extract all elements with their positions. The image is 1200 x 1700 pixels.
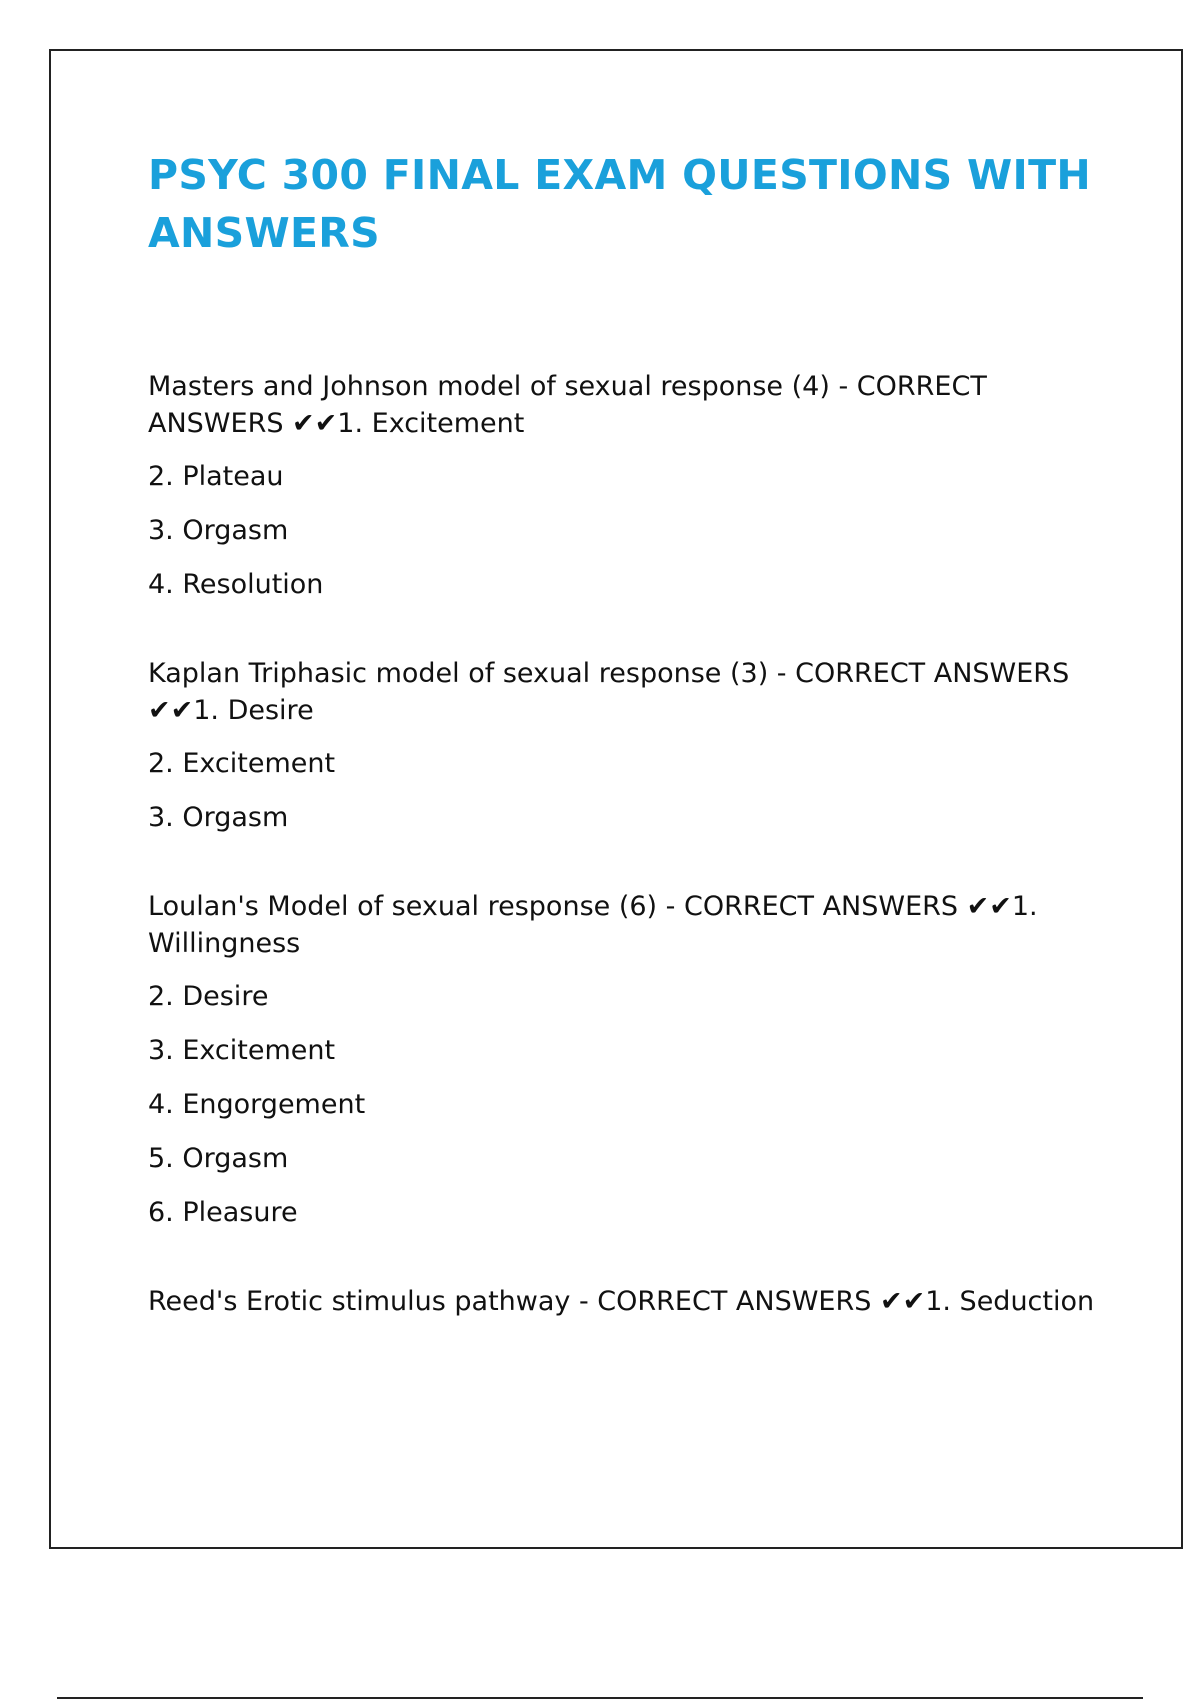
qa-answer-item: 3. Orgasm — [148, 802, 289, 833]
page-frame — [49, 49, 1183, 1549]
qa-answer-item: 6. Pleasure — [148, 1197, 298, 1228]
qa-answer-item: 2. Desire — [148, 981, 269, 1012]
qa-question: Kaplan Triphasic model of sexual response (3) - CORRECT ANSWERS ✔✔1. Desire — [148, 658, 1070, 726]
qa-answer-item: 2. Plateau — [148, 461, 284, 492]
qa-question: Masters and Johnson model of sexual response (4) - CORRECT ANSWERS ✔✔1. Excitement — [148, 371, 987, 439]
qa-question: Reed's Erotic stimulus pathway - CORRECT ANSWERS ✔✔1. Seduction — [148, 1286, 1095, 1317]
qa-answer-item: 3. Excitement — [148, 1035, 336, 1066]
qa-answer-item: 4. Engorgement — [148, 1089, 366, 1120]
qa-block-loulan — [148, 888, 1108, 1231]
qa-block-masters-johnson — [148, 368, 1108, 603]
page-content — [148, 146, 1108, 1372]
qa-question: Loulan's Model of sexual response (6) - CORRECT ANSWERS ✔✔1. Willingness — [148, 891, 1038, 959]
qa-answer-item: 5. Orgasm — [148, 1143, 289, 1174]
footer-divider — [57, 1697, 1143, 1699]
qa-list — [148, 368, 1108, 1320]
qa-answer-item: 3. Orgasm — [148, 515, 289, 546]
qa-answer-item: 4. Resolution — [148, 569, 324, 600]
qa-block-reed — [148, 1283, 1108, 1320]
qa-block-kaplan — [148, 655, 1108, 836]
document-title: PSYC 300 FINAL EXAM QUESTIONS WITH ANSWERS — [148, 151, 1091, 257]
qa-answer-item: 2. Excitement — [148, 748, 336, 779]
